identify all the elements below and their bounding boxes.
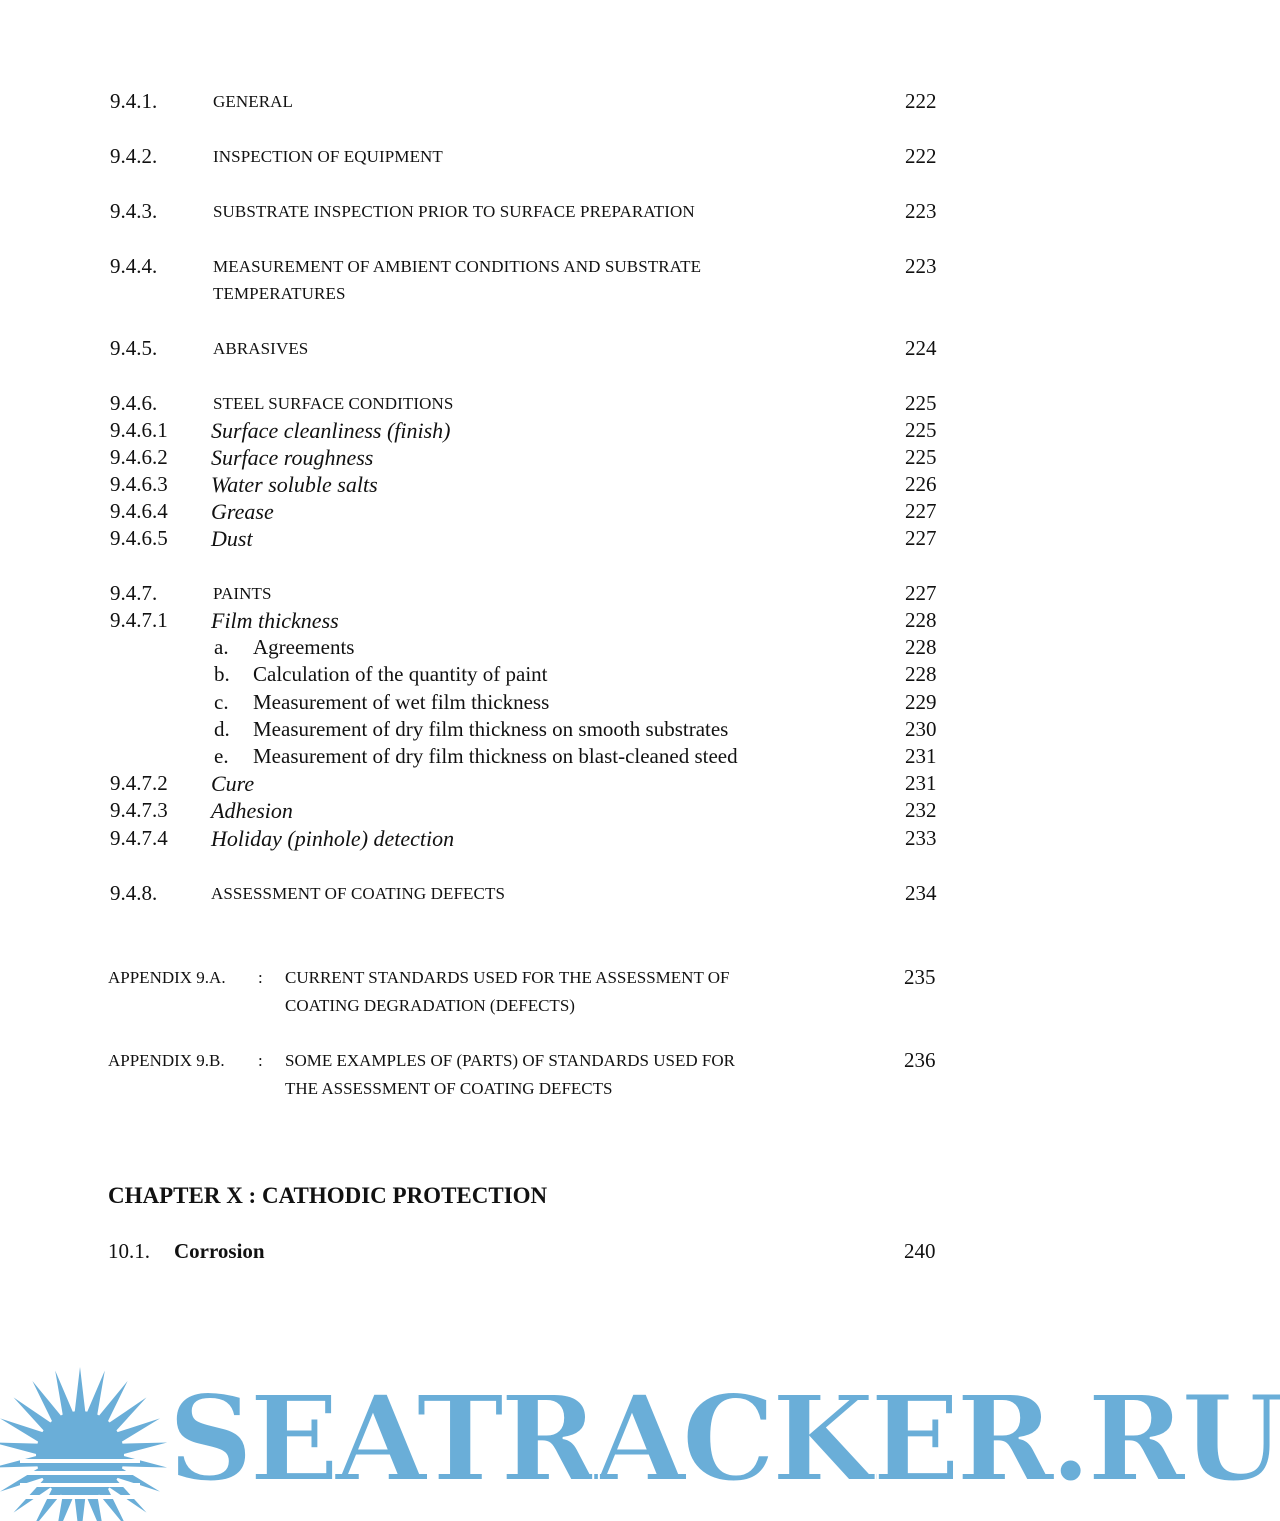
toc-number: 9.4.7.4 — [110, 826, 168, 850]
toc-number: 10.1. — [108, 1239, 150, 1263]
toc-title: Measurement of wet film thickness — [253, 690, 550, 714]
toc-page-number: 227 — [905, 581, 937, 605]
toc-title: STEEL SURFACE CONDITIONS — [213, 394, 454, 413]
appendix-label: APPENDIX 9.A. — [108, 968, 226, 987]
toc-page-number: 232 — [905, 798, 937, 822]
appendix-page-number: 235 — [904, 965, 936, 989]
appendix-colon: : — [258, 1051, 263, 1070]
toc-title: Agreements — [253, 635, 355, 659]
toc-letter: e. — [214, 744, 229, 768]
toc-page-number: 223 — [905, 254, 937, 278]
toc-number: 9.4.6.5 — [110, 526, 168, 550]
toc-number: 9.4.5. — [110, 336, 158, 360]
toc-number: 9.4.6. — [110, 391, 158, 415]
toc-title-line-2: TEMPERATURES — [213, 284, 346, 303]
toc-page-number: 223 — [905, 199, 937, 223]
toc-number: 9.4.7. — [110, 581, 158, 605]
toc-page-number: 224 — [905, 336, 937, 360]
toc-page-number: 225 — [905, 391, 937, 415]
toc-page-number: 233 — [905, 826, 937, 850]
toc-page-number: 225 — [905, 418, 937, 442]
toc-letter-item — [214, 716, 729, 743]
toc-letter: d. — [214, 717, 230, 741]
appendix-label: APPENDIX 9.B. — [108, 1051, 225, 1070]
toc-letter: b. — [214, 662, 230, 686]
toc-title: Measurement of dry film thickness on blast-cleaned steed — [253, 744, 738, 768]
toc-page-number: 230 — [905, 717, 937, 741]
toc-letter: a. — [214, 635, 229, 659]
toc-letter-item — [214, 634, 355, 661]
toc-page-number: 227 — [905, 526, 937, 550]
toc-number: 9.4.4. — [110, 254, 158, 278]
toc-page-number: 229 — [905, 690, 937, 714]
toc-number: 9.4.6.4 — [110, 499, 168, 523]
toc-number: 9.4.7.2 — [110, 771, 168, 795]
appendix-colon: : — [258, 968, 263, 987]
sun-stripe — [20, 1495, 140, 1499]
toc-page-number: 222 — [905, 89, 937, 113]
toc-title: Dust — [211, 526, 253, 551]
toc-page-number: 231 — [905, 771, 937, 795]
toc-title: Film thickness — [211, 608, 339, 633]
toc-number: 9.4.7.1 — [110, 608, 168, 632]
toc-letter-item — [214, 661, 548, 688]
appendix-title-line-2: THE ASSESSMENT OF COATING DEFECTS — [285, 1079, 613, 1098]
toc-number: 9.4.1. — [110, 89, 158, 113]
toc-letter-item — [214, 743, 738, 770]
toc-number: 9.4.6.2 — [110, 445, 168, 469]
toc-number: 9.4.6.1 — [110, 418, 168, 442]
toc-title-line-1: MEASUREMENT OF AMBIENT CONDITIONS AND SUBSTRATE — [213, 257, 702, 276]
toc-title: PAINTS — [213, 584, 272, 603]
toc-number: 9.4.6.3 — [110, 472, 168, 496]
toc-letter: c. — [214, 690, 229, 714]
toc-title: Cure — [211, 771, 255, 796]
appendix-title-line-2: COATING DEGRADATION (DEFECTS) — [285, 996, 575, 1015]
sun-stripe — [20, 1459, 140, 1463]
toc-title: INSPECTION OF EQUIPMENT — [213, 147, 443, 166]
toc-title: SUBSTRATE INSPECTION PRIOR TO SURFACE PREPARATION — [213, 202, 695, 221]
toc-page-number: 228 — [905, 635, 937, 659]
toc-page-number: 234 — [905, 881, 937, 905]
toc-page-number: 231 — [905, 744, 937, 768]
toc-page-number: 226 — [905, 472, 937, 496]
chapter-heading: CHAPTER X : CATHODIC PROTECTION — [108, 1183, 548, 1208]
toc-title: Corrosion — [174, 1239, 265, 1263]
toc-letter-item — [214, 689, 550, 716]
toc-title: Holiday (pinhole) detection — [211, 826, 455, 851]
toc-page-number: 222 — [905, 144, 937, 168]
appendix-title-line-1: SOME EXAMPLES OF (PARTS) OF STANDARDS USED FOR — [285, 1051, 735, 1070]
appendix-page-number: 236 — [904, 1048, 936, 1072]
toc-number: 9.4.8. — [110, 881, 158, 905]
toc-title: Surface roughness — [211, 445, 374, 470]
toc-title: Adhesion — [211, 798, 293, 823]
toc-title: ASSESSMENT OF COATING DEFECTS — [211, 884, 505, 903]
appendix-title-line-1: CURRENT STANDARDS USED FOR THE ASSESSMENT OF — [285, 968, 730, 987]
toc-page-number: 225 — [905, 445, 937, 469]
toc-page-number: 228 — [905, 608, 937, 632]
toc-title: Surface cleanliness (finish) — [211, 418, 451, 443]
toc-title: ABRASIVES — [213, 339, 309, 358]
watermark-text: SEATRACKER.RU — [168, 1369, 1280, 1508]
toc-title: Measurement of dry film thickness on smooth substrates — [253, 717, 729, 741]
toc-page-number: 227 — [905, 499, 937, 523]
toc-page-number: 228 — [905, 662, 937, 686]
toc-title: GENERAL — [213, 92, 294, 111]
toc-page-number: 240 — [904, 1239, 936, 1263]
toc-number: 9.4.7.3 — [110, 798, 168, 822]
toc-title: Water soluble salts — [211, 472, 378, 497]
sun-stripe — [20, 1483, 140, 1487]
toc-title: Grease — [211, 499, 274, 524]
sun-stripe — [20, 1471, 140, 1475]
toc-number: 9.4.3. — [110, 199, 158, 223]
toc-number: 9.4.2. — [110, 144, 158, 168]
toc-title: Calculation of the quantity of paint — [253, 662, 548, 686]
